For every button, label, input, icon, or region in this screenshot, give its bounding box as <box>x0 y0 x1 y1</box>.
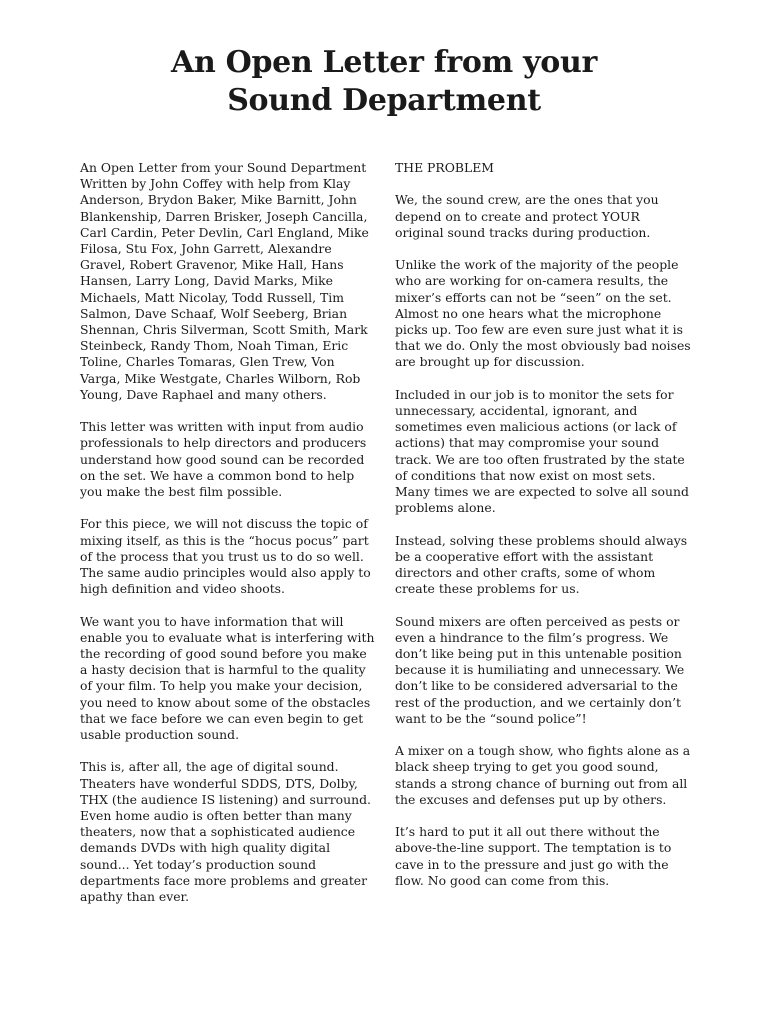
paragraph: An Open Letter from your Sound Department Written by John Coffey with help from Klay Anderson, Brydon Baker, Mike Barnitt, John Blankenship, Darren Brisker, Joseph Cancilla, Carl Cardin, Peter Devlin, Carl England, Mike Filosa, Stu Fox, John Garrett, Alexandre Gravel, Robert Gravenor, Mike Hall, Hans Hansen, Larry Long, David Marks, Mike Michaels, Matt Nicolay, Todd Russell, Tim Salmon, Dave Schaaf, Wolf Seeberg, Brian Shennan, Chris Silverman, Scott Smith, Mark Steinbeck, Randy Thom, Noah Timan, Eric Toline, Charles Tomaras, Glen Trew, Von Varga, Mike Westgate, Charles Wilborn, Rob Young, Dave Raphael and many others. <box>80 160 369 402</box>
paragraph: This letter was written with input from audio professionals to help directors and producers understand how good sound can be recorded on the set. We have a common bond to help you make the best film possible. <box>80 419 367 500</box>
paragraph: Instead, solving these problems should always be a cooperative effort with the assistant directors and other crafts, some of whom create these problems for us. <box>395 532 688 597</box>
paragraph: Included in our job is to monitor the sets for unnecessary, accidental, ignorant, and sometimes even malicious actions (or lack of actions) that may compromise your sound track. We are too often frustrated by the state of conditions that now exist on most sets. Many times we are expected to solve all sound problems alone. <box>395 386 689 516</box>
left-column <box>80 160 376 921</box>
paragraph: It’s hard to put it all out there without the above-the-line support. The temptation is to cave in to the pressure and just go with the flow. No good can come from this. <box>395 824 672 888</box>
title-line-2: Sound Department <box>227 83 541 118</box>
paragraph: Sound mixers are often perceived as pests or even a hindrance to the film’s progress. We don’t like being put in this untenable position because it is humiliating and unnecessary. We don’t like to be considered adversarial to the rest of the production, and we certainly don’t want to be the “sound police”! <box>395 613 685 726</box>
paragraph: This is, after all, the age of digital sound. Theaters have wonderful SDDS, DTS, Dolby, THX (the audience IS listening) and surround. Even home audio is often better than many theaters, now that a sophisticated audience demands DVDs with high quality digital sound... Yet today’s production sound departments face more problems and greater apathy than ever. <box>80 759 371 905</box>
document-title <box>0 44 768 120</box>
title-line-1: An Open Letter from your <box>171 45 597 80</box>
paragraph: A mixer on a tough show, who fights alone as a black sheep trying to get you good sound, stands a strong chance of burning out from all the excuses and defenses put up by others. <box>395 743 691 807</box>
right-column <box>395 160 691 905</box>
paragraph: Unlike the work of the majority of the people who are working for on-camera results, the mixer’s efforts can not be “seen” on the set. Almost no one hears what the microphone picks up. Too few are even sure just what it is that we do. Only the most obviously bad noises are brought up for discussion. <box>395 257 691 370</box>
section-heading: THE PROBLEM <box>395 160 494 175</box>
paragraph: We, the sound crew, are the ones that you depend on to create and protect YOUR original sound tracks during production. <box>395 192 659 240</box>
paragraph: For this piece, we will not discuss the topic of mixing itself, as this is the “hocus pocus” part of the process that you trust us to do so well. The same audio principles would also apply to high definition and video shoots. <box>80 516 371 597</box>
paragraph: We want you to have information that will enable you to evaluate what is interfering with the recording of good sound before you make a hasty decision that is harmful to the quality of your film. To help you make your decision, you need to know about some of the obstacles that we face before we can even begin to get usable production sound. <box>80 613 375 743</box>
